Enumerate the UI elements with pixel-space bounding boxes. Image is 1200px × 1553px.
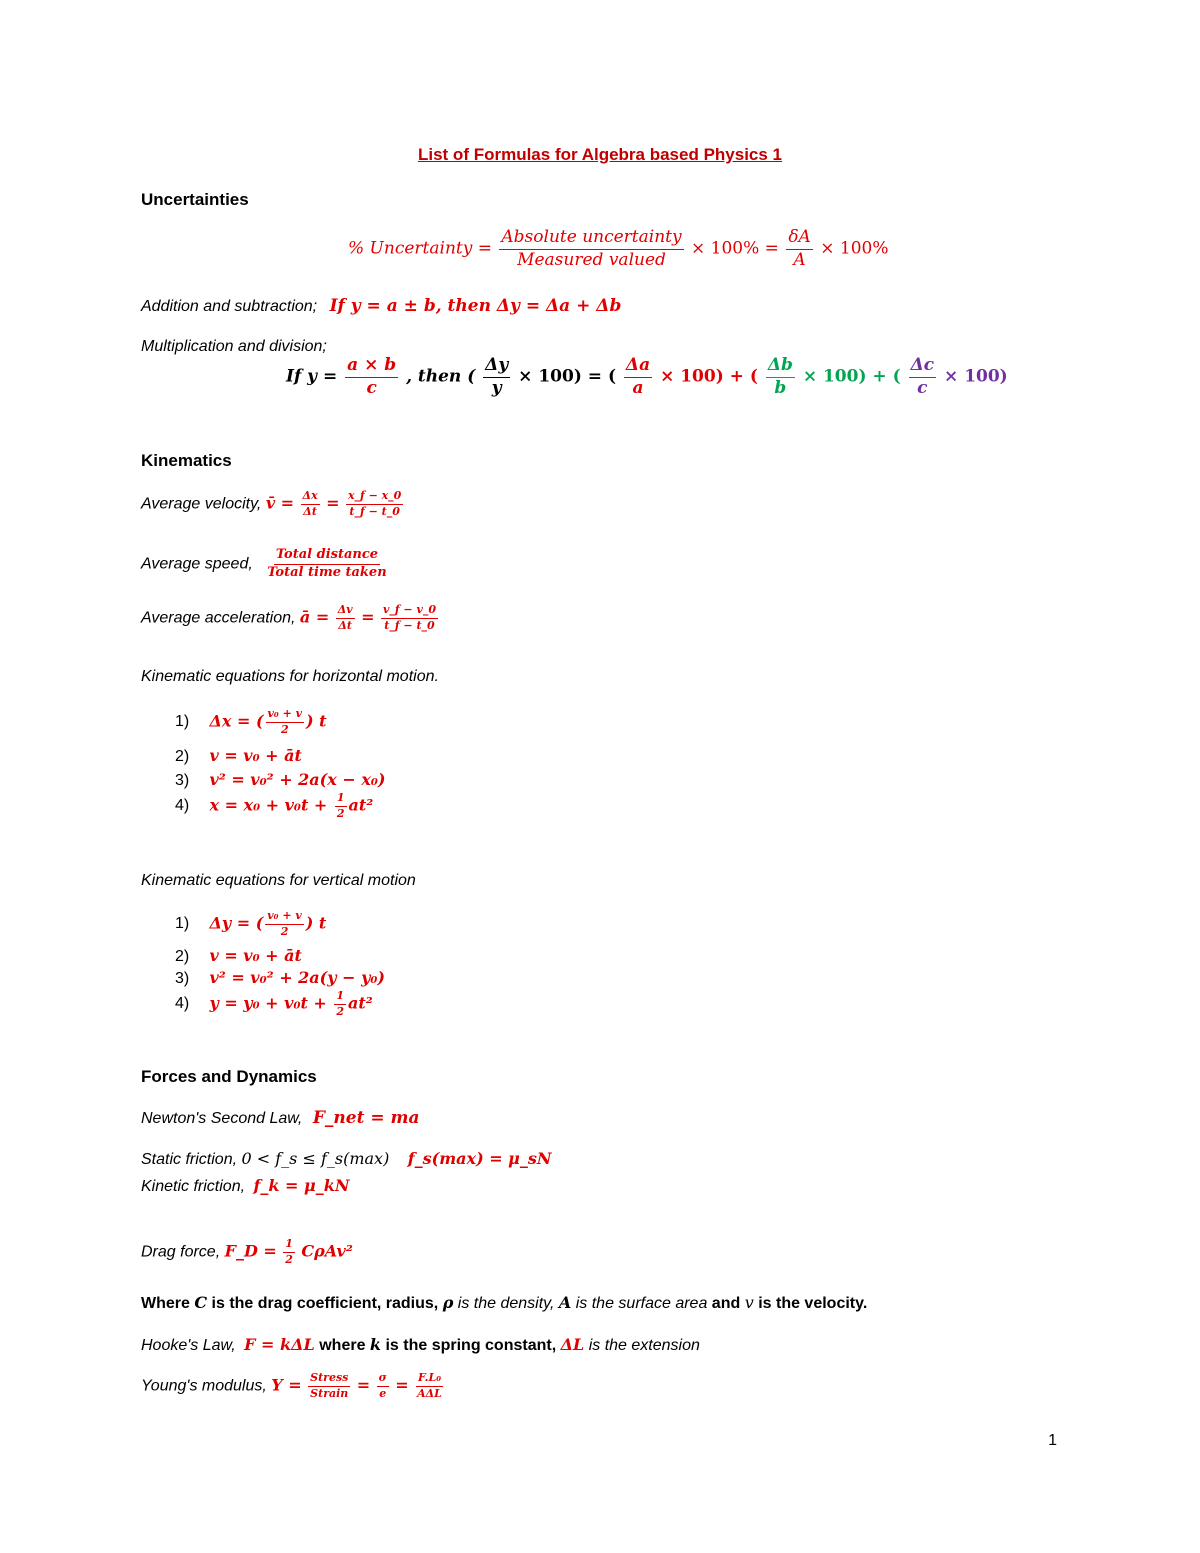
young-f3-num: F.L₀ <box>416 1372 443 1387</box>
avg-speed-den: Total time taken <box>267 564 387 580</box>
a-den-mult: a <box>632 377 644 398</box>
eq-text: v² = v₀² + 2a(y − y₀) <box>209 968 385 987</box>
average-speed <box>141 548 391 581</box>
abs-uncertainty-num: Absolute uncertainty <box>499 228 683 250</box>
multiplication-formula <box>286 356 1008 398</box>
young-lhs: Y = <box>271 1375 302 1395</box>
x100-close: × 100) = ( <box>518 366 616 387</box>
x100-plus: × 100) + ( <box>660 366 758 387</box>
horizontal-eq-3 <box>175 770 385 790</box>
eq-frac-num: 1 <box>334 990 346 1005</box>
where-symbol: ρ <box>442 1293 454 1312</box>
eq-number: 1) <box>175 713 190 731</box>
eq-pre: Δy = ( <box>209 913 264 933</box>
young-f1-den: Strain <box>310 1386 349 1400</box>
kinetic-formula: f_k = μ_kN <box>253 1176 350 1195</box>
hooke-label: Hooke's Law, <box>141 1337 236 1354</box>
avg-acc-lhs: ā = <box>299 607 330 627</box>
drag-force <box>141 1238 353 1266</box>
vertical-eq-2 <box>175 946 302 966</box>
eq-post: ) t <box>305 913 327 933</box>
where-symbol: v <box>744 1293 754 1312</box>
avg-velocity-label: Average velocity, <box>141 495 262 513</box>
heading-forces: Forces and Dynamics <box>141 1067 317 1086</box>
average-velocity: Average velocity, v̄ = $\frac{\Delta x}{\Delta t}$ = $\frac{x\_f - x\_0}{t\_f - t\_0}$ <box>141 489 402 518</box>
addition-rule <box>141 296 621 316</box>
where-text: is the density, <box>453 1295 559 1312</box>
avg-vel-f2-num: x_f − x_0 <box>346 490 403 505</box>
percent-lhs: % Uncertainty = <box>348 238 492 259</box>
c-den: c <box>917 377 928 398</box>
eq-frac-den: 2 <box>336 806 345 820</box>
vertical-eq-4 <box>175 990 373 1018</box>
dc-num: Δc <box>909 356 937 378</box>
x100-end: × 100) <box>944 366 1008 387</box>
avg-speed-label: Average speed, <box>141 555 253 573</box>
eq-number: 1) <box>175 915 190 933</box>
eq-text: v² = v₀² + 2a(x − x₀) <box>209 770 386 789</box>
eq-number: 2) <box>175 748 190 765</box>
eq-number: 2) <box>175 948 190 965</box>
horizontal-eq-2 <box>175 746 302 766</box>
avg-acc-f1-num: Δv <box>336 604 355 619</box>
eq-frac-den: 2 <box>336 1004 345 1018</box>
kinetic-friction <box>141 1176 349 1196</box>
avg-vel-f2-den: t_f − t_0 <box>349 504 400 518</box>
eq-text: v = v₀ + āt <box>209 746 302 765</box>
drag-where-note <box>141 1293 867 1313</box>
average-acceleration: Average acceleration, ā = $\frac{\Delta v}{\Delta t}$ = $\frac{v\_f - v\_0}{t\_f - t\_0}$ <box>141 603 437 632</box>
drag-frac-num: 1 <box>283 1238 295 1253</box>
avg-acc-f1-den: Δt <box>338 618 352 632</box>
horizontal-eq-4 <box>175 792 373 820</box>
document-title: List of Formulas for Algebra based Physics 1 <box>417 145 783 164</box>
young-f1-num: Stress <box>308 1372 350 1387</box>
drag-rhs: CρAv² <box>301 1241 353 1261</box>
newton-label: Newton's Second Law, <box>141 1110 303 1127</box>
mult-then: , then ( <box>406 366 476 387</box>
heading-uncertainties: Uncertainties <box>141 190 249 209</box>
eq-pre: y = y₀ + v₀t + <box>209 993 333 1013</box>
where-text: is the velocity. <box>753 1295 868 1312</box>
avg-acc-label: Average acceleration, <box>141 609 296 627</box>
mult-num: a × b <box>345 356 398 378</box>
a-den: A <box>793 249 806 270</box>
static-inequality: 0 < f_s ≤ f_s(max) <box>241 1149 390 1168</box>
kinetic-label: Kinetic friction, <box>141 1178 246 1195</box>
where-text: Where <box>141 1295 195 1312</box>
hooke-text: where <box>314 1337 370 1354</box>
eq-number: 3) <box>175 772 190 789</box>
eq-number: 4) <box>175 995 190 1013</box>
avg-acc-f2-den: t_f − t_0 <box>384 618 435 632</box>
young-label: Young's modulus, <box>141 1377 267 1395</box>
hooke-symbol: k <box>369 1335 382 1354</box>
eq-number: 3) <box>175 970 190 987</box>
b-den: b <box>774 377 787 398</box>
eq-post: ) t <box>306 711 327 731</box>
drag-label: Drag force, <box>141 1243 221 1261</box>
horizontal-motion-label: Kinematic equations for horizontal motion. <box>141 668 439 685</box>
eq-post: at² <box>348 795 374 815</box>
eq-frac-num: v₀ + v <box>266 708 304 723</box>
newton-formula: F_net = ma <box>312 1108 420 1128</box>
static-label: Static friction, <box>141 1151 238 1168</box>
hooke-symbol: ΔL <box>560 1335 585 1354</box>
eq-pre: x = x₀ + v₀t + <box>209 795 333 815</box>
drag-lhs: F_D = <box>224 1241 277 1261</box>
db-num: Δb <box>766 356 795 378</box>
page-number: 1 <box>1048 1432 1057 1449</box>
eq-text: v = v₀ + āt <box>209 946 302 965</box>
where-symbol: C <box>194 1293 208 1312</box>
eq-number: 4) <box>175 797 190 815</box>
eq-post: at² <box>348 993 373 1013</box>
y-den: y <box>491 377 502 398</box>
eq-frac-num: v₀ + v <box>265 910 303 925</box>
vertical-eq-3 <box>175 968 385 988</box>
hooke-text: is the extension <box>584 1337 700 1354</box>
horizontal-eq-1 <box>175 708 327 736</box>
avg-vel-f1-den: Δt <box>303 504 317 518</box>
where-text: is the drag coefficient, radius, <box>207 1295 443 1312</box>
heading-kinematics: Kinematics <box>141 451 232 470</box>
where-text: and <box>707 1295 745 1312</box>
young-f2-den: e <box>379 1386 387 1400</box>
where-text: is the surface area <box>571 1295 708 1312</box>
vertical-motion-label: Kinematic equations for vertical motion <box>141 872 416 889</box>
newton-second-law <box>141 1108 420 1128</box>
young-f2-num: σ <box>377 1372 389 1387</box>
addition-formula: If y = a ± b, then Δy = Δa + Δb <box>329 296 622 316</box>
vertical-eq-1 <box>175 910 326 938</box>
da-num: Δa <box>624 356 652 378</box>
delta-a-num: δA <box>786 228 813 250</box>
hookes-law <box>141 1335 700 1355</box>
hooke-formula: F = kΔL <box>244 1335 315 1354</box>
measured-value-den: Measured valued <box>517 249 666 270</box>
where-symbol: A <box>558 1293 572 1312</box>
mult-den: c <box>366 377 377 398</box>
eq-pre: Δx = ( <box>209 711 264 731</box>
eq-frac-den: 2 <box>280 722 289 736</box>
eq-frac-den: 2 <box>280 924 289 938</box>
hooke-text: is the spring constant, <box>381 1337 561 1354</box>
multiplication-label: Multiplication and division; <box>141 338 327 355</box>
youngs-modulus: Young's modulus, Y = $\frac{\text{Stress}}{\text{Strain}}$ = $\frac{\sigma}{e}$ = $\frac{\text{F.L₀}}{\text{AΔL}}$ <box>141 1371 442 1400</box>
eq-frac-num: 1 <box>335 792 347 807</box>
times-100-mid: × 100% = <box>691 238 779 259</box>
static-friction <box>141 1149 552 1169</box>
avg-vel-f1-num: Δx <box>301 490 320 505</box>
static-formula: f_s(max) = μ_sN <box>407 1149 552 1168</box>
drag-frac-den: 2 <box>285 1252 293 1266</box>
avg-speed-num: Total distance <box>274 548 380 565</box>
young-f3-den: AΔL <box>417 1386 442 1400</box>
times-100-end: × 100% <box>820 238 889 259</box>
percent-uncertainty-formula <box>348 228 888 270</box>
addition-label: Addition and subtraction; <box>141 298 318 315</box>
mult-if: If y = <box>286 366 338 387</box>
dy-num: Δy <box>483 356 510 378</box>
avg-acc-f2-num: v_f − v_0 <box>381 604 438 619</box>
x100-plus2: × 100) + ( <box>802 366 901 387</box>
avg-velocity-lhs: v̄ = <box>265 493 295 513</box>
